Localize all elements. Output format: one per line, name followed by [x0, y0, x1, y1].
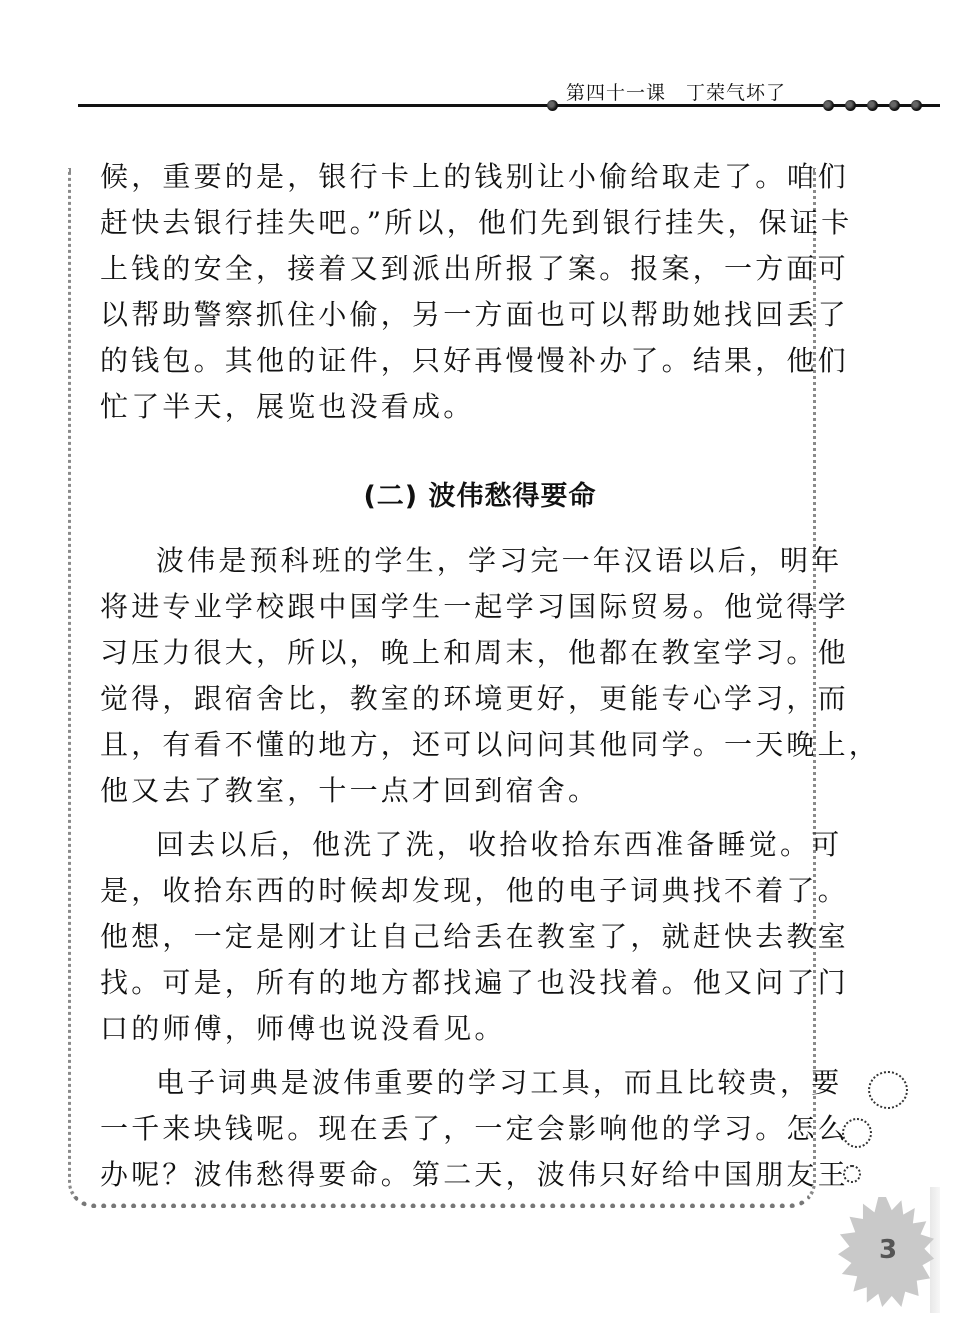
- running-header-lesson-title: 第四十一课 丁荣气坏了: [566, 82, 787, 104]
- text-line: 上钱的安全，接着又到派出所报了案。报案，一方面可: [100, 252, 849, 285]
- ornament-dot-icon: [867, 100, 878, 111]
- text-line: 波伟是预科班的学生，学习完一年汉语以后，明年: [156, 544, 843, 577]
- ornament-dot-icon: [547, 100, 558, 111]
- text-line: 习压力很大，所以，晚上和周末，他都在教室学习。他: [100, 636, 849, 669]
- page-edge-shadow: [930, 1187, 940, 1313]
- bubble-large-icon: [868, 1071, 908, 1109]
- text-line: 以帮助警察抓住小偷，另一方面也可以帮助她找回丢了: [100, 298, 849, 331]
- section1-paragraph: [100, 154, 853, 430]
- section2-paragraph-1: [100, 538, 881, 814]
- bubble-small-icon: [843, 1165, 861, 1183]
- ornament-dot-icon: [845, 100, 856, 111]
- page-number-badge: [838, 1187, 938, 1313]
- text-line: 办呢？波伟愁得要命。第二天，波伟只好给中国朋友王: [100, 1158, 849, 1191]
- text-line: 回去以后，他洗了洗，收拾收拾东西准备睡觉。可: [156, 828, 843, 861]
- header-rule: [78, 104, 940, 107]
- text-line: 候，重要的是，银行卡上的钱别让小偷给取走了。咱们: [100, 160, 849, 193]
- ornament-dot-icon: [889, 100, 900, 111]
- ornament-dot-icon: [911, 100, 922, 111]
- section2-paragraph-3: [100, 1060, 849, 1198]
- bubble-medium-icon: [842, 1118, 872, 1148]
- section2-paragraph-2: [100, 822, 849, 1052]
- text-line: 一千来块钱呢。现在丢了，一定会影响他的学习。怎么: [100, 1112, 849, 1145]
- text-line: 电子词典是波伟重要的学习工具，而且比较贵，要: [156, 1066, 843, 1099]
- text-line: 找。可是，所有的地方都找遍了也没找着。他又问了门: [100, 966, 849, 999]
- ornament-dot-icon: [823, 100, 834, 111]
- text-line: 觉得，跟宿舍比，教室的环境更好，更能专心学习，而: [100, 682, 849, 715]
- text-line: 口的师傅，师傅也说没看见。: [100, 1012, 506, 1045]
- text-line: 赶快去银行挂失吧。”所以，他们先到银行挂失，保证卡: [100, 206, 853, 239]
- text-line: 是，收拾东西的时候却发现，他的电子词典找不着了。: [100, 874, 849, 907]
- page-number: 3: [878, 1235, 898, 1265]
- text-line: 将进专业学校跟中国学生一起学习国际贸易。他觉得学: [100, 590, 849, 623]
- section-heading: (二) 波伟愁得要命: [363, 481, 597, 512]
- text-line: 的钱包。其他的证件，只好再慢慢补办了。结果，他们: [100, 344, 849, 377]
- text-line: 且，有看不懂的地方，还可以问问其他同学。一天晚上，: [100, 728, 881, 761]
- text-line: 他又去了教室，十一点才回到宿舍。: [100, 774, 600, 807]
- text-line: 他想，一定是刚才让自己给丢在教室了，就赶快去教室: [100, 920, 849, 953]
- text-line: 忙了半天，展览也没看成。: [100, 390, 475, 423]
